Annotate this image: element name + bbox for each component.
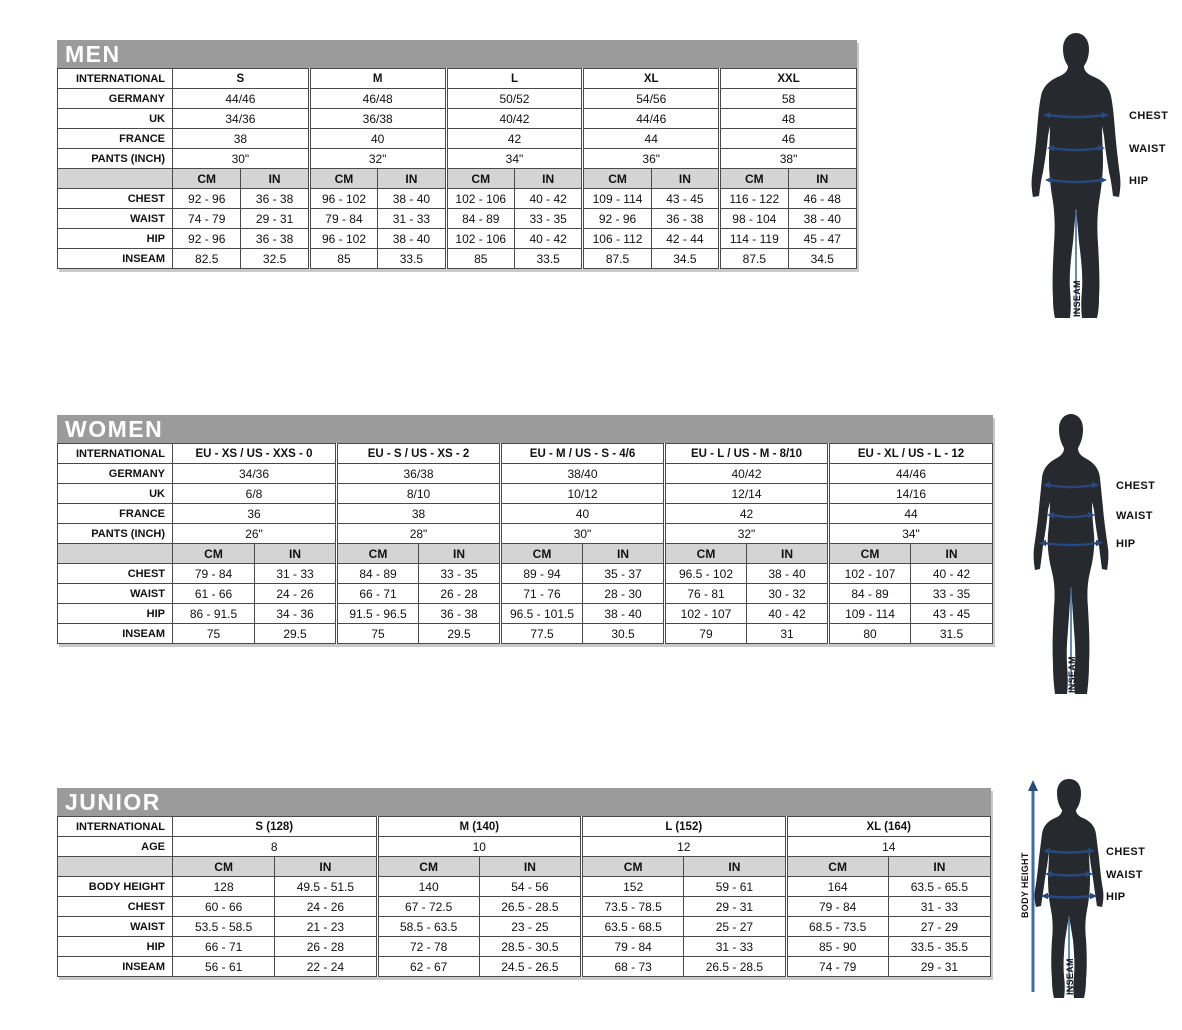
measure-row: [58, 877, 991, 897]
hip-label: HIP: [1116, 538, 1136, 550]
unit-in-header: IN: [651, 169, 719, 189]
unit-cm-header: CM: [665, 544, 747, 564]
measure-in-cell: 32.5: [241, 249, 309, 269]
measure-in-cell: 33.5 - 35.5: [888, 937, 990, 957]
measure-in-cell: 24.5 - 26.5: [479, 957, 581, 977]
measure-in-cell: 24 - 26: [275, 897, 377, 917]
size-value-cell: 36": [583, 149, 720, 169]
unit-in-header: IN: [255, 544, 337, 564]
size-value-cell: M: [309, 69, 446, 89]
size-value-cell: 8: [173, 837, 378, 857]
size-value-cell: 44/46: [173, 89, 310, 109]
measure-in-cell: 40 - 42: [514, 189, 582, 209]
row-label: CHEST: [58, 189, 173, 209]
size-value-cell: 30": [501, 524, 665, 544]
measure-in-cell: 45 - 47: [788, 229, 856, 249]
measure-in-cell: 38 - 40: [788, 209, 856, 229]
unit-cm-header: CM: [720, 169, 788, 189]
measure-in-cell: 26.5 - 28.5: [684, 957, 786, 977]
size-value-cell: 44: [583, 129, 720, 149]
size-row: [58, 109, 857, 129]
men-title: MEN: [65, 41, 121, 67]
size-value-cell: 38": [720, 149, 857, 169]
row-label: GERMANY: [58, 464, 173, 484]
measure-cm-cell: 79 - 84: [786, 897, 888, 917]
measure-in-cell: 38 - 40: [747, 564, 829, 584]
size-value-cell: 10/12: [501, 484, 665, 504]
measure-cm-cell: 74 - 79: [786, 957, 888, 977]
size-value-cell: 44: [829, 504, 993, 524]
size-row: [58, 89, 857, 109]
measure-in-cell: 29 - 31: [684, 897, 786, 917]
size-value-cell: 10: [377, 837, 582, 857]
measure-cm-cell: 128: [173, 877, 275, 897]
unit-header-row: [58, 544, 993, 564]
size-value-cell: 26": [173, 524, 337, 544]
size-row: [58, 149, 857, 169]
junior-figure: [1012, 776, 1172, 1008]
measure-cm-cell: 109 - 114: [583, 189, 651, 209]
measure-cm-cell: 67 - 72.5: [377, 897, 479, 917]
measure-in-cell: 36 - 38: [651, 209, 719, 229]
row-label: HIP: [58, 937, 173, 957]
measure-cm-cell: 102 - 107: [829, 564, 911, 584]
chest-label: CHEST: [1116, 480, 1156, 492]
measure-in-cell: 22 - 24: [275, 957, 377, 977]
size-value-cell: EU - M / US - S - 4/6: [501, 444, 665, 464]
size-value-cell: 34": [446, 149, 583, 169]
size-value-cell: S: [173, 69, 310, 89]
measure-cm-cell: 66 - 71: [337, 584, 419, 604]
measure-in-cell: 27 - 29: [888, 917, 990, 937]
measure-cm-cell: 92 - 96: [173, 189, 241, 209]
unit-cm-header: CM: [173, 544, 255, 564]
size-value-cell: 40: [309, 129, 446, 149]
inseam-label: INSEAM: [1072, 280, 1082, 317]
measure-row: [58, 604, 993, 624]
size-value-cell: 12/14: [665, 484, 829, 504]
waist-label: WAIST: [1129, 143, 1166, 155]
row-label: INTERNATIONAL: [58, 817, 173, 837]
measure-in-cell: 31 - 33: [255, 564, 337, 584]
measure-row: [58, 897, 991, 917]
measure-cm-cell: 77.5: [501, 624, 583, 644]
women-size-table: [57, 443, 993, 644]
measure-row: [58, 249, 857, 269]
size-value-cell: 32": [309, 149, 446, 169]
women-title: WOMEN: [65, 416, 164, 442]
size-value-cell: 30": [173, 149, 310, 169]
hip-label: HIP: [1129, 175, 1149, 187]
inseam-label: INSEAM: [1065, 958, 1075, 995]
measure-cm-cell: 72 - 78: [377, 937, 479, 957]
size-value-cell: XXL: [720, 69, 857, 89]
size-value-cell: 38: [337, 504, 501, 524]
row-label: AGE: [58, 837, 173, 857]
measure-in-cell: 63.5 - 65.5: [888, 877, 990, 897]
measure-in-cell: 33 - 35: [514, 209, 582, 229]
body-height-arrow-head: [1028, 780, 1038, 791]
size-value-cell: 36: [173, 504, 337, 524]
size-row: [58, 504, 993, 524]
unit-row-label: [58, 544, 173, 564]
measure-in-cell: 40 - 42: [514, 229, 582, 249]
measure-cm-cell: 109 - 114: [829, 604, 911, 624]
measure-in-cell: 29.5: [419, 624, 501, 644]
unit-in-header: IN: [378, 169, 446, 189]
measure-cm-cell: 91.5 - 96.5: [337, 604, 419, 624]
men-title-bar: [57, 40, 857, 68]
measure-cm-cell: 84 - 89: [829, 584, 911, 604]
row-label: CHEST: [58, 897, 173, 917]
unit-in-header: IN: [479, 857, 581, 877]
measure-cm-cell: 76 - 81: [665, 584, 747, 604]
measure-in-cell: 25 - 27: [684, 917, 786, 937]
size-value-cell: 14/16: [829, 484, 993, 504]
unit-row-label: [58, 857, 173, 877]
unit-cm-header: CM: [829, 544, 911, 564]
measure-in-cell: 29 - 31: [888, 957, 990, 977]
unit-in-header: IN: [275, 857, 377, 877]
measure-row: [58, 229, 857, 249]
unit-cm-header: CM: [786, 857, 888, 877]
measure-row: [58, 937, 991, 957]
chest-label: CHEST: [1106, 846, 1146, 858]
row-label: WAIST: [58, 209, 173, 229]
size-value-cell: 36/38: [309, 109, 446, 129]
measure-cm-cell: 87.5: [720, 249, 788, 269]
measure-in-cell: 31 - 33: [888, 897, 990, 917]
measure-cm-cell: 85: [446, 249, 514, 269]
measure-row: [58, 189, 857, 209]
size-value-cell: 40: [501, 504, 665, 524]
measure-row: [58, 957, 991, 977]
row-label: GERMANY: [58, 89, 173, 109]
measure-cm-cell: 96 - 102: [309, 229, 377, 249]
size-row: [58, 69, 857, 89]
measure-in-cell: 21 - 23: [275, 917, 377, 937]
hip-label: HIP: [1106, 891, 1126, 903]
measure-cm-cell: 96 - 102: [309, 189, 377, 209]
measure-in-cell: 38 - 40: [378, 229, 446, 249]
measure-cm-cell: 140: [377, 877, 479, 897]
unit-row-label: [58, 169, 173, 189]
measure-in-cell: 26 - 28: [275, 937, 377, 957]
size-value-cell: 40/42: [446, 109, 583, 129]
measure-cm-cell: 53.5 - 58.5: [173, 917, 275, 937]
unit-cm-header: CM: [583, 169, 651, 189]
row-label: BODY HEIGHT: [58, 877, 173, 897]
row-label: HIP: [58, 604, 173, 624]
men-figure: [1018, 30, 1178, 322]
measure-cm-cell: 68.5 - 73.5: [786, 917, 888, 937]
size-value-cell: S (128): [173, 817, 378, 837]
measure-cm-cell: 102 - 107: [665, 604, 747, 624]
size-value-cell: 34/36: [173, 464, 337, 484]
hip-arrow-right-head: [1100, 177, 1107, 184]
measure-cm-cell: 96.5 - 102: [665, 564, 747, 584]
measure-cm-cell: 79: [665, 624, 747, 644]
measure-in-cell: 29.5: [255, 624, 337, 644]
size-value-cell: 34": [829, 524, 993, 544]
size-value-cell: 46: [720, 129, 857, 149]
measure-cm-cell: 80: [829, 624, 911, 644]
row-label: HIP: [58, 229, 173, 249]
measure-in-cell: 31 - 33: [378, 209, 446, 229]
measure-row: [58, 209, 857, 229]
row-label: UK: [58, 109, 173, 129]
row-label: WAIST: [58, 917, 173, 937]
measure-cm-cell: 84 - 89: [446, 209, 514, 229]
measure-row: [58, 584, 993, 604]
row-label: CHEST: [58, 564, 173, 584]
measure-in-cell: 43 - 45: [911, 604, 993, 624]
size-row: [58, 129, 857, 149]
size-value-cell: 40/42: [665, 464, 829, 484]
unit-cm-header: CM: [337, 544, 419, 564]
size-value-cell: XL: [583, 69, 720, 89]
size-value-cell: 14: [786, 837, 991, 857]
row-label: INTERNATIONAL: [58, 69, 173, 89]
women-figure: [1014, 410, 1174, 700]
measure-cm-cell: 152: [582, 877, 684, 897]
unit-in-header: IN: [888, 857, 990, 877]
measure-in-cell: 38 - 40: [583, 604, 665, 624]
measure-in-cell: 34 - 36: [255, 604, 337, 624]
body-height-label: BODY HEIGHT: [1020, 852, 1030, 918]
measure-in-cell: 33.5: [378, 249, 446, 269]
size-value-cell: EU - XS / US - XXS - 0: [173, 444, 337, 464]
measure-cm-cell: 75: [337, 624, 419, 644]
measure-in-cell: 54 - 56: [479, 877, 581, 897]
row-label: UK: [58, 484, 173, 504]
measure-row: [58, 564, 993, 584]
measure-in-cell: 36 - 38: [241, 189, 309, 209]
junior-section: [57, 788, 991, 977]
measure-in-cell: 36 - 38: [241, 229, 309, 249]
hip-arrow-left-head: [1045, 177, 1052, 184]
measure-in-cell: 28.5 - 30.5: [479, 937, 581, 957]
size-value-cell: 8/10: [337, 484, 501, 504]
measure-in-cell: 24 - 26: [255, 584, 337, 604]
inseam-label: INSEAM: [1067, 656, 1077, 693]
measure-cm-cell: 102 - 106: [446, 229, 514, 249]
measure-cm-cell: 86 - 91.5: [173, 604, 255, 624]
size-value-cell: 36/38: [337, 464, 501, 484]
men-size-table: [57, 68, 857, 269]
unit-in-header: IN: [747, 544, 829, 564]
measure-in-cell: 26 - 28: [419, 584, 501, 604]
measure-cm-cell: 84 - 89: [337, 564, 419, 584]
size-value-cell: L: [446, 69, 583, 89]
unit-header-row: [58, 857, 991, 877]
size-row: [58, 464, 993, 484]
measure-in-cell: 59 - 61: [684, 877, 786, 897]
measure-cm-cell: 106 - 112: [583, 229, 651, 249]
size-value-cell: 44/46: [583, 109, 720, 129]
size-value-cell: 42: [446, 129, 583, 149]
measure-in-cell: 31 - 33: [684, 937, 786, 957]
measure-in-cell: 23 - 25: [479, 917, 581, 937]
measure-in-cell: 30.5: [583, 624, 665, 644]
measure-cm-cell: 56 - 61: [173, 957, 275, 977]
chest-label: CHEST: [1129, 110, 1169, 122]
waist-label: WAIST: [1116, 510, 1153, 522]
unit-cm-header: CM: [377, 857, 479, 877]
size-value-cell: XL (164): [786, 817, 991, 837]
row-label: INSEAM: [58, 957, 173, 977]
row-label: INTERNATIONAL: [58, 444, 173, 464]
unit-in-header: IN: [583, 544, 665, 564]
row-label: PANTS (INCH): [58, 149, 173, 169]
men-section: [57, 40, 857, 269]
unit-header-row: [58, 169, 857, 189]
row-label: INSEAM: [58, 249, 173, 269]
measure-in-cell: 33 - 35: [911, 584, 993, 604]
unit-cm-header: CM: [309, 169, 377, 189]
measure-cm-cell: 66 - 71: [173, 937, 275, 957]
measure-cm-cell: 63.5 - 68.5: [582, 917, 684, 937]
size-value-cell: 38/40: [501, 464, 665, 484]
measure-cm-cell: 75: [173, 624, 255, 644]
unit-cm-header: CM: [446, 169, 514, 189]
unit-in-header: IN: [684, 857, 786, 877]
unit-in-header: IN: [241, 169, 309, 189]
size-value-cell: 12: [582, 837, 787, 857]
size-value-cell: 54/56: [583, 89, 720, 109]
junior-size-table: [57, 816, 991, 977]
measure-cm-cell: 85 - 90: [786, 937, 888, 957]
unit-in-header: IN: [788, 169, 856, 189]
measure-cm-cell: 92 - 96: [173, 229, 241, 249]
unit-in-header: IN: [514, 169, 582, 189]
measure-in-cell: 34.5: [788, 249, 856, 269]
unit-cm-header: CM: [173, 857, 275, 877]
size-row: [58, 524, 993, 544]
unit-in-header: IN: [419, 544, 501, 564]
measure-cm-cell: 79 - 84: [173, 564, 255, 584]
size-value-cell: EU - XL / US - L - 12: [829, 444, 993, 464]
measure-in-cell: 42 - 44: [651, 229, 719, 249]
measure-in-cell: 28 - 30: [583, 584, 665, 604]
measure-cm-cell: 61 - 66: [173, 584, 255, 604]
size-value-cell: 28": [337, 524, 501, 544]
junior-title-bar: [57, 788, 991, 816]
measure-in-cell: 29 - 31: [241, 209, 309, 229]
measure-in-cell: 46 - 48: [788, 189, 856, 209]
measure-cm-cell: 68 - 73: [582, 957, 684, 977]
measure-in-cell: 31: [747, 624, 829, 644]
measure-cm-cell: 116 - 122: [720, 189, 788, 209]
women-section: [57, 415, 993, 644]
size-value-cell: 58: [720, 89, 857, 109]
measure-cm-cell: 164: [786, 877, 888, 897]
measure-cm-cell: 71 - 76: [501, 584, 583, 604]
waist-label: WAIST: [1106, 869, 1143, 881]
measure-cm-cell: 62 - 67: [377, 957, 479, 977]
measure-cm-cell: 96.5 - 101.5: [501, 604, 583, 624]
measure-in-cell: 36 - 38: [419, 604, 501, 624]
measure-cm-cell: 82.5: [173, 249, 241, 269]
measure-in-cell: 33.5: [514, 249, 582, 269]
measure-cm-cell: 79 - 84: [582, 937, 684, 957]
measure-cm-cell: 79 - 84: [309, 209, 377, 229]
measure-cm-cell: 102 - 106: [446, 189, 514, 209]
measure-cm-cell: 98 - 104: [720, 209, 788, 229]
measure-in-cell: 31.5: [911, 624, 993, 644]
unit-cm-header: CM: [501, 544, 583, 564]
measure-row: [58, 624, 993, 644]
measure-row: [58, 917, 991, 937]
row-label: FRANCE: [58, 129, 173, 149]
size-value-cell: L (152): [582, 817, 787, 837]
measure-in-cell: 38 - 40: [378, 189, 446, 209]
size-value-cell: 48: [720, 109, 857, 129]
junior-title: JUNIOR: [65, 789, 161, 815]
measure-cm-cell: 58.5 - 63.5: [377, 917, 479, 937]
measure-in-cell: 33 - 35: [419, 564, 501, 584]
measure-in-cell: 30 - 32: [747, 584, 829, 604]
measure-in-cell: 26.5 - 28.5: [479, 897, 581, 917]
size-row: [58, 484, 993, 504]
size-row: [58, 837, 991, 857]
measure-cm-cell: 74 - 79: [173, 209, 241, 229]
row-label: INSEAM: [58, 624, 173, 644]
size-value-cell: 46/48: [309, 89, 446, 109]
size-value-cell: 6/8: [173, 484, 337, 504]
unit-cm-header: CM: [173, 169, 241, 189]
women-title-bar: [57, 415, 993, 443]
size-row: [58, 817, 991, 837]
measure-cm-cell: 60 - 66: [173, 897, 275, 917]
size-row: [58, 444, 993, 464]
size-value-cell: 50/52: [446, 89, 583, 109]
row-label: PANTS (INCH): [58, 524, 173, 544]
measure-in-cell: 34.5: [651, 249, 719, 269]
measure-cm-cell: 114 - 119: [720, 229, 788, 249]
size-value-cell: EU - L / US - M - 8/10: [665, 444, 829, 464]
size-value-cell: 38: [173, 129, 310, 149]
size-value-cell: 42: [665, 504, 829, 524]
measure-in-cell: 40 - 42: [747, 604, 829, 624]
measure-in-cell: 35 - 37: [583, 564, 665, 584]
row-label: FRANCE: [58, 504, 173, 524]
measure-cm-cell: 92 - 96: [583, 209, 651, 229]
size-value-cell: 34/36: [173, 109, 310, 129]
measure-in-cell: 43 - 45: [651, 189, 719, 209]
row-label: WAIST: [58, 584, 173, 604]
measure-in-cell: 40 - 42: [911, 564, 993, 584]
size-value-cell: 32": [665, 524, 829, 544]
measure-cm-cell: 73.5 - 78.5: [582, 897, 684, 917]
measure-cm-cell: 85: [309, 249, 377, 269]
unit-in-header: IN: [911, 544, 993, 564]
measure-cm-cell: 87.5: [583, 249, 651, 269]
size-value-cell: 44/46: [829, 464, 993, 484]
measure-cm-cell: 89 - 94: [501, 564, 583, 584]
measure-in-cell: 49.5 - 51.5: [275, 877, 377, 897]
unit-cm-header: CM: [582, 857, 684, 877]
size-value-cell: EU - S / US - XS - 2: [337, 444, 501, 464]
size-value-cell: M (140): [377, 817, 582, 837]
